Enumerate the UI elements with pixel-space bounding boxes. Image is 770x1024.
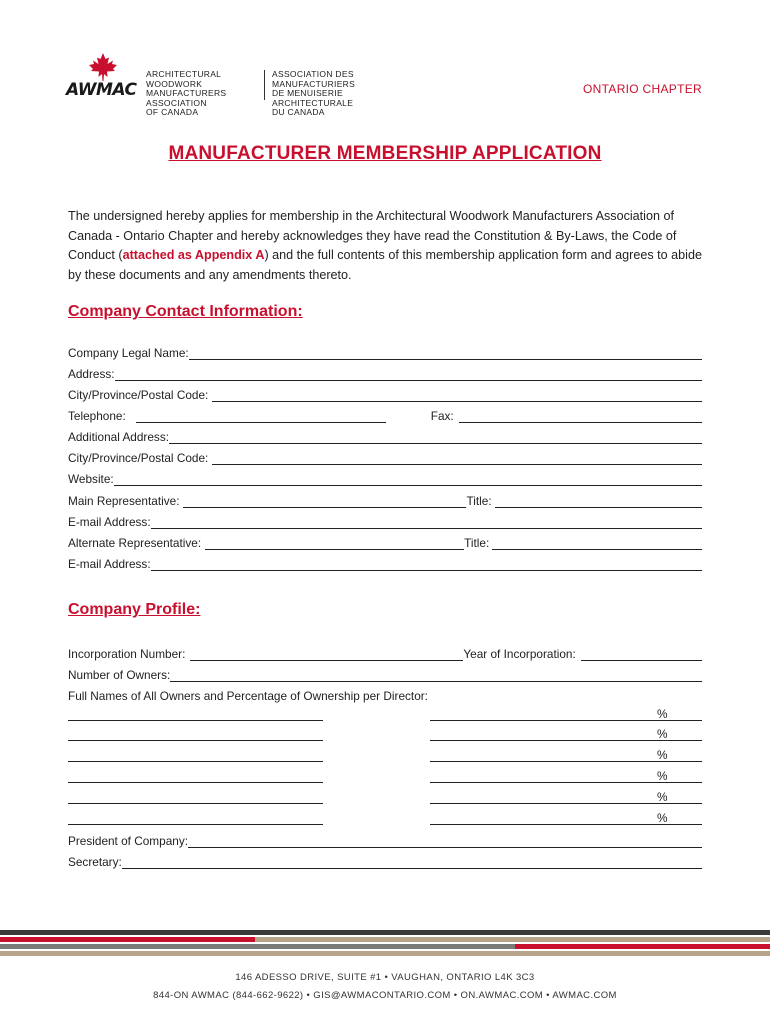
- owner-name-field[interactable]: [68, 782, 323, 783]
- president-field[interactable]: [188, 835, 702, 848]
- additional-address-row: [68, 426, 702, 444]
- page-title: MANUFACTURER MEMBERSHIP APPLICATION: [168, 143, 602, 164]
- owner-name-field[interactable]: [68, 803, 323, 804]
- org-divider: [264, 70, 265, 100]
- address-row: [68, 363, 702, 381]
- appendix-reference: attached as Appendix A: [122, 248, 265, 263]
- website-field[interactable]: [114, 473, 702, 486]
- percent-sign: %: [657, 727, 668, 741]
- secretary-field[interactable]: [122, 856, 702, 869]
- footer-contact: 844-ON AWMAC (844-662-9622) • GIS@AWMACONTARIO.COM • ON.AWMAC.COM • AWMAC.COM: [153, 990, 617, 1001]
- email2-field[interactable]: [151, 558, 702, 571]
- percent-sign: %: [657, 769, 668, 783]
- number-owners-label: Number of Owners:: [68, 668, 171, 682]
- email1-label: E-mail Address:: [68, 515, 151, 529]
- incorporation-number-label: Incorporation Number:: [68, 647, 186, 661]
- maple-leaf-icon: [86, 52, 120, 82]
- owners-count-row: [68, 664, 702, 682]
- telephone-label: Telephone:: [68, 409, 126, 423]
- alt-rep-row: [68, 532, 702, 550]
- website-row: [68, 468, 702, 486]
- alt-rep-field[interactable]: [205, 537, 464, 550]
- logo-wordmark: AWMAC: [66, 80, 137, 100]
- footer-stripes: [0, 930, 770, 960]
- number-owners-field[interactable]: [170, 669, 702, 682]
- alt-rep-label: Alternate Representative:: [68, 536, 202, 550]
- main-rep-field[interactable]: [183, 495, 466, 508]
- title1-field[interactable]: [495, 495, 702, 508]
- telephone-field[interactable]: [136, 410, 386, 423]
- city2-label: City/Province/Postal Code:: [68, 451, 209, 465]
- president-row: [68, 830, 702, 848]
- email1-row: [68, 511, 702, 529]
- email1-field[interactable]: [151, 516, 702, 529]
- footer-stripe-dark: [0, 930, 770, 935]
- additional-address-label: Additional Address:: [68, 430, 169, 444]
- org-name-french: ASSOCIATION DES MANUFACTURIERS DE MENUISERIE ARCHITECTURALE DU CANADA: [272, 69, 356, 117]
- address-field[interactable]: [115, 368, 702, 381]
- secretary-row: [68, 851, 702, 869]
- footer-address: 146 ADESSO DRIVE, SUITE #1 • VAUGHAN, ONTARIO L4K 3C3: [235, 972, 535, 983]
- chapter-name: ONTARIO CHAPTER: [583, 82, 702, 96]
- footer-stripe-red2: [515, 944, 770, 949]
- fax-label: Fax:: [430, 409, 454, 423]
- legal-name-row: [68, 342, 702, 360]
- owners-label-row: [68, 685, 702, 703]
- secretary-label: Secretary:: [68, 855, 122, 869]
- owner-name-field[interactable]: [68, 720, 323, 721]
- additional-address-field[interactable]: [169, 431, 702, 444]
- main-rep-label: Main Representative:: [68, 494, 180, 508]
- year-incorporation-label: Year of Incorporation:: [463, 647, 576, 661]
- email2-label: E-mail Address:: [68, 557, 151, 571]
- percent-sign: %: [657, 811, 668, 825]
- city-row: [68, 384, 702, 402]
- footer-stripe-gray: [0, 944, 515, 949]
- intro-paragraph: The undersigned hereby applies for membership in the Architectural Woodwork Manufacturers Association of Canada - Ontario Chapter and hereby acknowledges they have read the Constitution & By-Laws, the Code of Conduct (attached as Appendix A) and the full contents of this membership application form and agrees to abide by these documents and any amendments thereto.: [68, 209, 702, 283]
- email2-row: [68, 553, 702, 571]
- incorporation-row: [68, 643, 702, 661]
- legal-name-field[interactable]: [189, 347, 702, 360]
- main-rep-row: [68, 490, 702, 508]
- city-field[interactable]: [212, 389, 702, 402]
- awmac-logo: [66, 52, 156, 102]
- owner-name-field[interactable]: [68, 740, 323, 741]
- contact-section-heading: Company Contact Information:: [68, 303, 303, 320]
- footer-stripe-tan: [255, 937, 770, 942]
- phone-fax-row: [68, 405, 702, 423]
- percent-sign: %: [657, 748, 668, 762]
- org-name-english: ARCHITECTURAL WOODWORK MANUFACTURERS ASSOCIATION OF CANADA: [146, 69, 227, 117]
- footer-stripe-tan2: [0, 951, 770, 956]
- letterhead: [0, 0, 770, 117]
- legal-name-label: Company Legal Name:: [68, 346, 189, 360]
- city2-row: [68, 447, 702, 465]
- owners-list-label: Full Names of All Owners and Percentage of Ownership per Director:: [68, 689, 428, 703]
- profile-section-heading: Company Profile:: [68, 601, 201, 618]
- title2-label: Title:: [464, 536, 490, 550]
- year-incorporation-field[interactable]: [581, 648, 702, 661]
- owner-name-field[interactable]: [68, 824, 323, 825]
- address-label: Address:: [68, 367, 115, 381]
- website-label: Website:: [68, 472, 114, 486]
- city-label: City/Province/Postal Code:: [68, 388, 209, 402]
- fax-field[interactable]: [459, 410, 702, 423]
- president-label: President of Company:: [68, 834, 188, 848]
- title1-label: Title:: [466, 494, 492, 508]
- incorporation-number-field[interactable]: [190, 648, 463, 661]
- footer-stripe-red: [0, 937, 255, 942]
- percent-sign: %: [657, 790, 668, 804]
- percent-sign: %: [657, 707, 668, 721]
- city2-field[interactable]: [212, 452, 702, 465]
- title2-field[interactable]: [492, 537, 702, 550]
- owner-name-field[interactable]: [68, 761, 323, 762]
